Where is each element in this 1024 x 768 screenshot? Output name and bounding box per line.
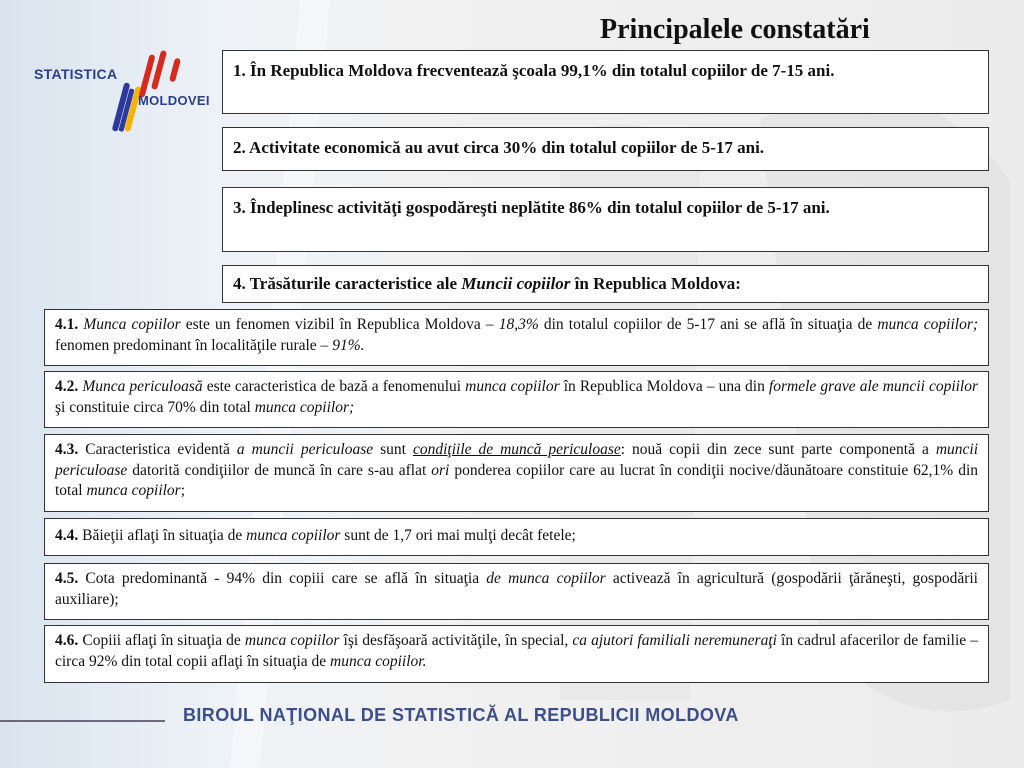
detail-4-3-num: 4.3.	[55, 441, 79, 458]
detail-4-3	[44, 434, 989, 512]
detail-text: fenomen predominant în localităţile rurale –	[55, 336, 333, 354]
finding-3-text: 3. Îndeplinesc activităţi gospodăreşti neplătite 86% din totalul copiilor de 5-17 ani.	[233, 198, 830, 217]
finding-4-em: Muncii copiilor	[461, 274, 571, 293]
detail-text: Caracteristica evidentă	[78, 441, 237, 458]
finding-3	[222, 187, 989, 252]
detail-text: Cota predominantă - 94% din copiii care se află în situaţia	[78, 570, 487, 587]
finding-4-post: în Republica Moldova:	[570, 274, 741, 293]
detail-text: munca copiilor	[246, 527, 341, 544]
detail-text: munca copiilor	[465, 378, 560, 395]
detail-4-5	[44, 563, 989, 620]
detail-text: Munca copiilor	[83, 316, 181, 333]
detail-4-6	[44, 625, 989, 683]
detail-text: în cadrul afacerilor de familie – circa 92% din total copii aflaţi în situaţia de	[55, 632, 978, 670]
detail-text: muncii periculoase	[55, 441, 979, 479]
detail-text: Copiii aflaţi în situaţia de	[78, 632, 245, 649]
detail-text: este un fenomen vizibil în Republica Moldova –	[180, 316, 499, 333]
detail-text: în Republica Moldova – una din	[559, 378, 769, 395]
finding-4-pre: 4. Trăsăturile caracteristice ale	[233, 274, 462, 293]
detail-text: sunt de 1,7 ori mai mulţi decât fetele;	[340, 527, 576, 544]
finding-1-text: 1. În Republica Moldova frecventează şcoala 99,1% din totalul copiilor de 7-15 ani.	[233, 61, 835, 80]
detail-text: ;	[180, 482, 186, 499]
finding-2	[222, 127, 989, 171]
detail-text: 91%.	[332, 336, 365, 354]
detail-text: şi constituie circa 70% din total	[55, 398, 255, 416]
detail-4-5-num: 4.5.	[55, 570, 79, 587]
detail-4-1	[44, 309, 989, 366]
detail-text: ponderea copiilor care au lucrat în condiţii nocive/dăunătoare constituie 62,1% din total	[55, 461, 979, 499]
detail-text: , ca ajutori familiali neremuneraţi	[564, 632, 777, 649]
detail-text: : nouă copii din zece sunt parte componentă a	[620, 441, 936, 458]
finding-2-text: 2. Activitate economică au avut circa 30% din totalul copiilor de 5-17 ani.	[233, 138, 765, 157]
statistica-moldovei-logo	[24, 40, 224, 140]
detail-text: munca copiilor	[244, 632, 340, 649]
detail-text: a muncii periculoase	[236, 441, 374, 458]
logo-text-statistica: STATISTICA	[34, 66, 118, 82]
detail-text: este caracteristica de bază a fenomenului	[202, 378, 466, 395]
detail-text: munca copiilor;	[254, 398, 355, 416]
finding-1	[222, 50, 989, 114]
detail-text: Munca periculoasă	[82, 378, 203, 395]
detail-text: Băieţii aflaţi în situaţia de	[78, 527, 247, 544]
detail-text: datorită condiţiilor de muncă în care s-au aflat	[127, 461, 432, 479]
detail-text: îşi desfăşoară activităţile, în special	[339, 632, 565, 649]
detail-text: activează în agricultură (gospodării ţărăneşti, gospodării auxiliare);	[55, 570, 978, 608]
detail-text: munca copiilor;	[877, 316, 979, 333]
detail-text: din totalul copiilor de 5-17 ani se află în situaţia de	[538, 316, 878, 333]
detail-text: ori	[431, 461, 450, 479]
detail-text-underlined: condiţiile de muncă periculoase	[412, 441, 621, 458]
detail-4-2-num: 4.2.	[55, 378, 79, 395]
detail-text: sunt	[373, 441, 413, 458]
detail-4-6-num: 4.6.	[55, 632, 79, 649]
detail-4-4-num: 4.4.	[55, 527, 79, 544]
detail-4-1-num: 4.1.	[55, 316, 79, 333]
detail-text: munca copiilor	[86, 482, 181, 499]
detail-4-2	[44, 371, 989, 428]
detail-text: formele grave ale muncii copiilor	[768, 378, 979, 395]
footer-divider	[0, 720, 165, 722]
logo-text-moldovei: MOLDOVEI	[138, 93, 210, 108]
detail-text: munca copiilor.	[330, 652, 427, 670]
detail-4-4	[44, 518, 989, 556]
detail-text: 18,3%	[498, 316, 539, 333]
detail-text: de munca copiilor	[486, 570, 606, 587]
slide-title: Principalele constatări	[600, 14, 870, 45]
finding-4	[222, 265, 989, 303]
footer-institution-name: BIROUL NAŢIONAL DE STATISTICĂ AL REPUBLICII MOLDOVA	[183, 705, 739, 725]
